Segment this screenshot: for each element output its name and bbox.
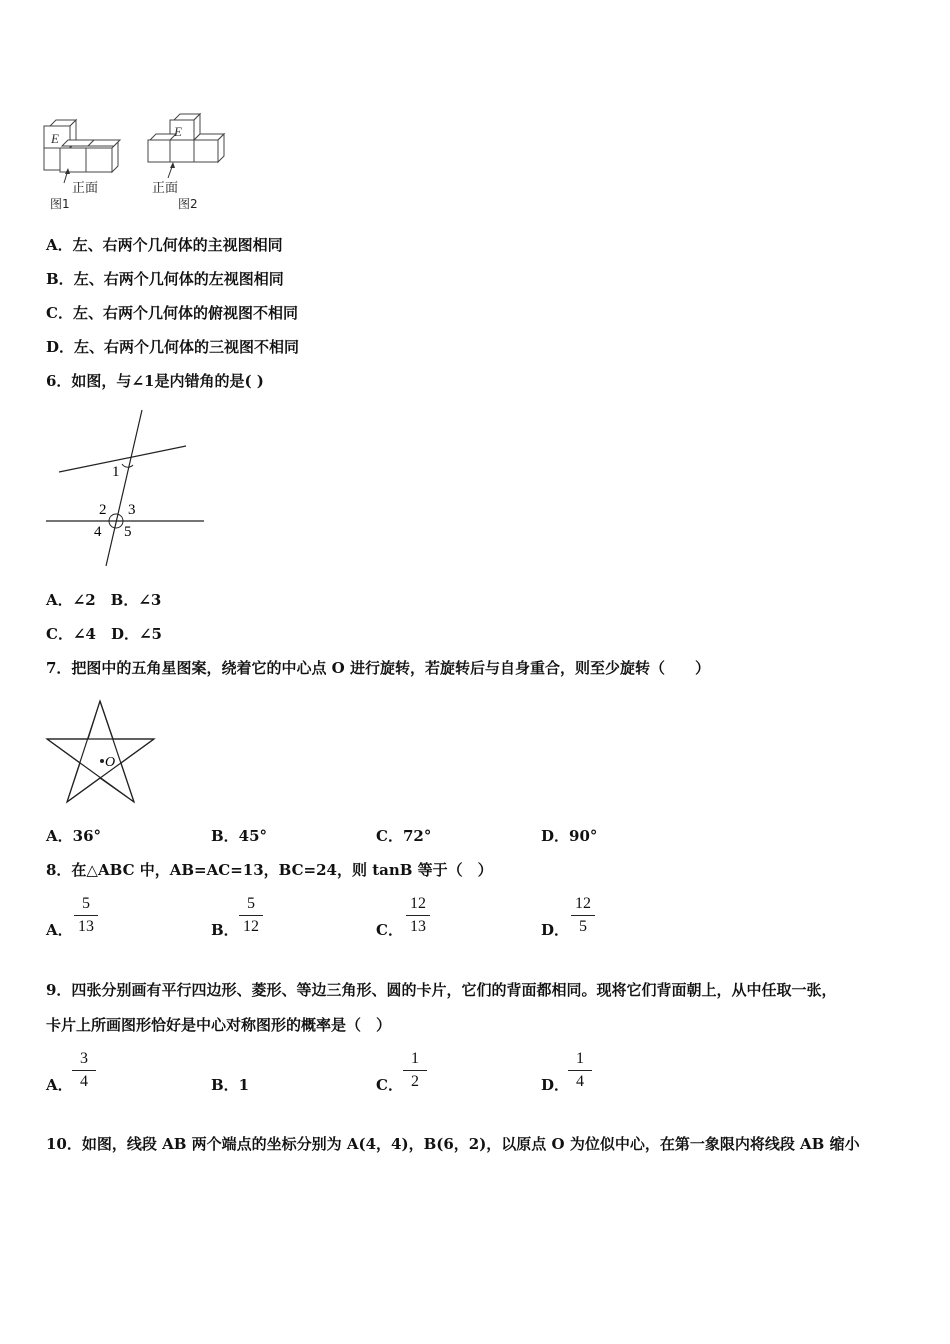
q5-option-d-letter: D． <box>46 338 75 356</box>
q7-option-b: B．45° <box>211 827 268 845</box>
q8-stem: 8．在△ABC 中，AB=AC=13，BC=24，则 tanB 等于（ ） <box>46 861 493 879</box>
q5-option-d-text: 左、右两个几何体的三视图不相同 <box>74 338 300 356</box>
q9-a-numerator: 3 <box>72 1050 96 1071</box>
figure-2-front-label: 正面 <box>152 181 179 196</box>
q8-option-c-fraction <box>406 895 430 936</box>
q9-c-denominator: 2 <box>411 1073 419 1090</box>
q8-d-numerator: 12 <box>571 895 595 916</box>
q10-stem: 10．如图，线段 AB 两个端点的坐标分别为 A(4，4)，B(6，2)，以原点 O 为位似中心，在第一象限内将线段 AB 缩小 <box>46 1135 860 1153</box>
q9-option-b: B．1 <box>211 1076 250 1094</box>
q7-option-a: A．36° <box>46 827 102 845</box>
q9-stem-line-1: 9．四张分别画有平行四边形、菱形、等边三角形、圆的卡片，它们的背面都相同。现将它们背面朝上，从中任取一张， <box>46 981 837 999</box>
q9-option-c-fraction <box>403 1050 427 1091</box>
q5-option-b <box>46 269 284 289</box>
q5-option-a <box>46 235 283 255</box>
q5-option-b-letter: B． <box>46 270 74 288</box>
angle-label-1: 1 <box>112 464 120 480</box>
q6-options-row-2: C．∠4 D．∠5 <box>46 625 162 643</box>
q9-option-d-fraction <box>568 1050 592 1091</box>
q5-option-b-text: 左、右两个几何体的左视图相同 <box>73 270 284 288</box>
q8-b-numerator: 5 <box>239 895 263 916</box>
q8-b-denominator: 12 <box>243 918 259 935</box>
q8-a-denominator: 13 <box>78 918 94 935</box>
q8-c-denominator: 13 <box>410 918 426 935</box>
q7-option-c: C．72° <box>376 827 432 845</box>
center-o-label: O <box>105 755 116 770</box>
q9-stem-line-2: 卡片上所画图形恰好是中心对称图形的概率是（ ） <box>46 1016 392 1034</box>
q7-stem: 7．把图中的五角星图案，绕着它的中心点 O 进行旋转，若旋转后与自身重合，则至少旋转（ ） <box>46 659 710 677</box>
q8-d-denominator: 5 <box>579 918 587 935</box>
q8-option-a-letter: A． <box>46 921 73 939</box>
q6-stem: 6．如图，与∠1是内错角的是( ) <box>46 372 264 390</box>
q5-option-c <box>46 303 298 323</box>
q5-option-c-letter: C． <box>46 304 73 322</box>
figure-2-e-label: E <box>174 124 182 139</box>
q9-d-denominator: 4 <box>576 1073 584 1090</box>
five-point-star <box>47 701 154 802</box>
figure-1-front-label: 正面 <box>72 181 99 196</box>
q9-option-a-fraction <box>72 1050 96 1091</box>
angle-label-2: 2 <box>99 502 107 518</box>
q5-option-c-text: 左、右两个几何体的俯视图不相同 <box>72 304 298 322</box>
cube-views-figure <box>40 108 230 216</box>
angle-label-4: 4 <box>94 524 102 540</box>
figure-1-e-label: E <box>51 131 59 146</box>
q8-option-b-fraction <box>239 895 263 936</box>
q9-a-denominator: 4 <box>80 1073 88 1090</box>
q7-option-d: D．90° <box>541 827 598 845</box>
q7-star-figure <box>44 696 158 806</box>
q8-c-numerator: 12 <box>406 895 430 916</box>
q5-option-a-letter: A． <box>46 236 73 254</box>
q8-option-a-fraction <box>74 895 98 936</box>
q9-option-d-letter: D． <box>541 1076 570 1094</box>
center-point-o <box>100 759 104 763</box>
q8-option-b-letter: B． <box>211 921 239 939</box>
q5-option-d <box>46 337 299 357</box>
q9-d-numerator: 1 <box>568 1050 592 1071</box>
q8-option-d-letter: D． <box>541 921 570 939</box>
q9-option-c-letter: C． <box>376 1076 403 1094</box>
q8-option-c-letter: C． <box>376 921 403 939</box>
q9-option-a-letter: A． <box>46 1076 73 1094</box>
q6-options-row-1: A．∠2 B．∠3 <box>46 591 162 609</box>
q8-option-d-fraction <box>571 895 595 936</box>
figure-2-caption: 图2 <box>178 197 198 211</box>
q6-angle-figure <box>44 408 209 568</box>
q9-c-numerator: 1 <box>403 1050 427 1071</box>
q8-a-numerator: 5 <box>74 895 98 916</box>
angle-label-5: 5 <box>124 524 132 540</box>
figure-1-caption: 图1 <box>50 197 70 211</box>
q5-option-a-text: 左、右两个几何体的主视图相同 <box>72 236 283 254</box>
angle-label-3: 3 <box>128 502 136 518</box>
